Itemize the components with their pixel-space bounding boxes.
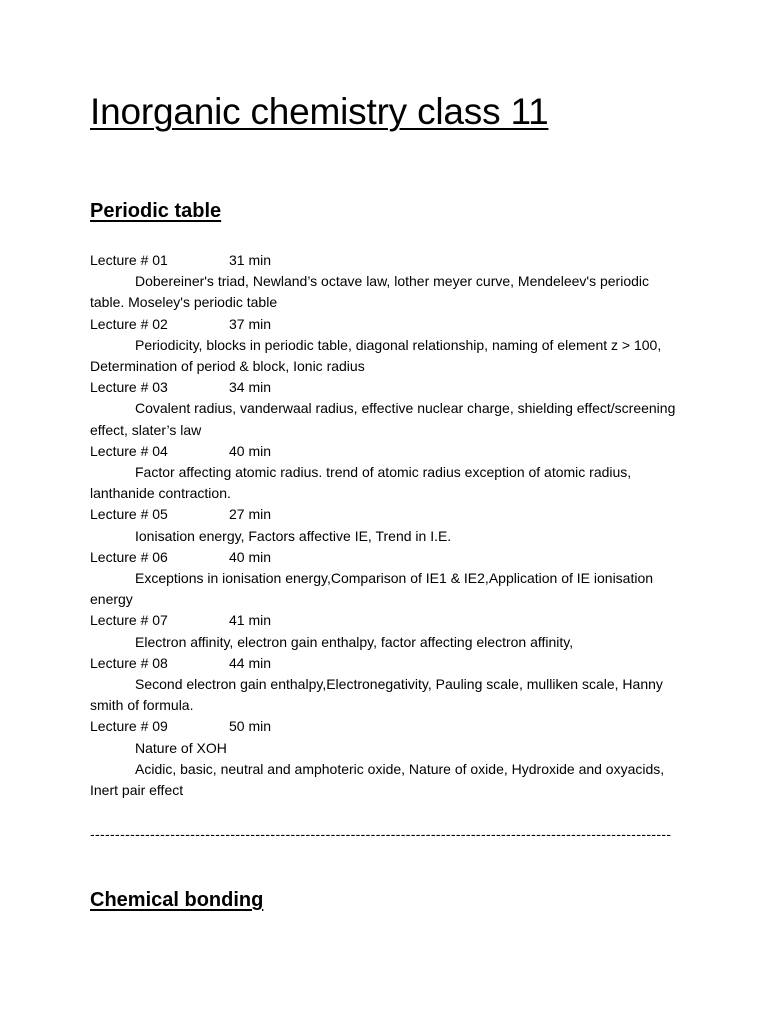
lecture-duration: 27 min bbox=[229, 506, 272, 523]
lecture-item bbox=[90, 610, 680, 652]
lecture-topics: Nature of XOH bbox=[135, 739, 227, 756]
lecture-number: Lecture # 07 bbox=[90, 612, 168, 629]
section-heading-periodic-table: Periodic table bbox=[90, 200, 222, 222]
lecture-item bbox=[90, 716, 680, 801]
document-title: Inorganic chemistry class 11 bbox=[90, 91, 549, 132]
lecture-number: Lecture # 06 bbox=[90, 548, 168, 565]
lecture-topics: Ionisation energy, Factors affective IE, Trend in I.E. bbox=[135, 527, 452, 544]
lecture-duration: 40 min bbox=[229, 442, 272, 459]
lecture-item bbox=[90, 547, 680, 611]
lecture-duration: 37 min bbox=[229, 315, 272, 332]
lecture-number: Lecture # 04 bbox=[90, 442, 168, 459]
lecture-header bbox=[90, 547, 680, 568]
lecture-duration: 34 min bbox=[229, 379, 272, 396]
lecture-duration: 44 min bbox=[229, 654, 272, 671]
lecture-item bbox=[90, 441, 680, 505]
lecture-header bbox=[90, 250, 680, 271]
lecture-topics: Electron affinity, electron gain enthalpy, factor affecting electron affinity, bbox=[135, 633, 574, 650]
lecture-number: Lecture # 02 bbox=[90, 315, 168, 332]
lecture-number: Lecture # 05 bbox=[90, 506, 168, 523]
lecture-duration: 31 min bbox=[229, 252, 272, 268]
lecture-duration: 40 min bbox=[229, 548, 272, 565]
lecture-header bbox=[90, 504, 680, 525]
lecture-topics: Dobereiner's triad, Newland’s octave law, lother meyer curve, Mendeleev's periodic table. Moseley's periodic table bbox=[90, 273, 650, 311]
lecture-header bbox=[90, 377, 680, 398]
lecture-topics: Second electron gain enthalpy,Electronegativity, Pauling scale, mulliken scale, Hanny smith of formula. bbox=[90, 676, 663, 714]
lecture-item bbox=[90, 504, 680, 546]
lecture-list bbox=[90, 250, 680, 801]
lecture-number: Lecture # 01 bbox=[90, 252, 168, 268]
lecture-item bbox=[90, 377, 680, 441]
section-heading-chemical-bonding: Chemical bonding bbox=[90, 889, 264, 911]
lecture-header bbox=[90, 653, 680, 674]
lecture-number: Lecture # 03 bbox=[90, 379, 168, 396]
lecture-item bbox=[90, 314, 680, 378]
lecture-duration: 41 min bbox=[229, 612, 272, 629]
lecture-number: Lecture # 08 bbox=[90, 654, 168, 671]
lecture-header bbox=[90, 314, 680, 335]
lecture-item bbox=[90, 653, 680, 717]
lecture-duration: 50 min bbox=[229, 718, 272, 735]
lecture-number: Lecture # 09 bbox=[90, 718, 168, 735]
lecture-header bbox=[90, 441, 680, 462]
lecture-header bbox=[90, 610, 680, 631]
lecture-topics: Factor affecting atomic radius. trend of atomic radius exception of atomic radius, lanthanide contraction. bbox=[90, 464, 632, 502]
lecture-topics: Acidic, basic, neutral and amphoteric oxide, Nature of oxide, Hydroxide and oxyacids, Inert pair effect bbox=[90, 760, 665, 799]
lecture-topics: Exceptions in ionisation energy,Comparison of IE1 & IE2,Application of IE ionisation energy bbox=[90, 570, 654, 608]
lecture-topics: Covalent radius, vanderwaal radius, effective nuclear charge, shielding effect/screening effect, slater’s law bbox=[90, 400, 676, 438]
lecture-header bbox=[90, 716, 680, 737]
lecture-item bbox=[90, 250, 680, 314]
section-separator: -------------------------------------------------------------------------------------------------------------------- bbox=[90, 826, 672, 842]
lecture-topics: Periodicity, blocks in periodic table, diagonal relationship, naming of element z > 100, Determination of period & block, Ionic radius bbox=[90, 336, 662, 375]
